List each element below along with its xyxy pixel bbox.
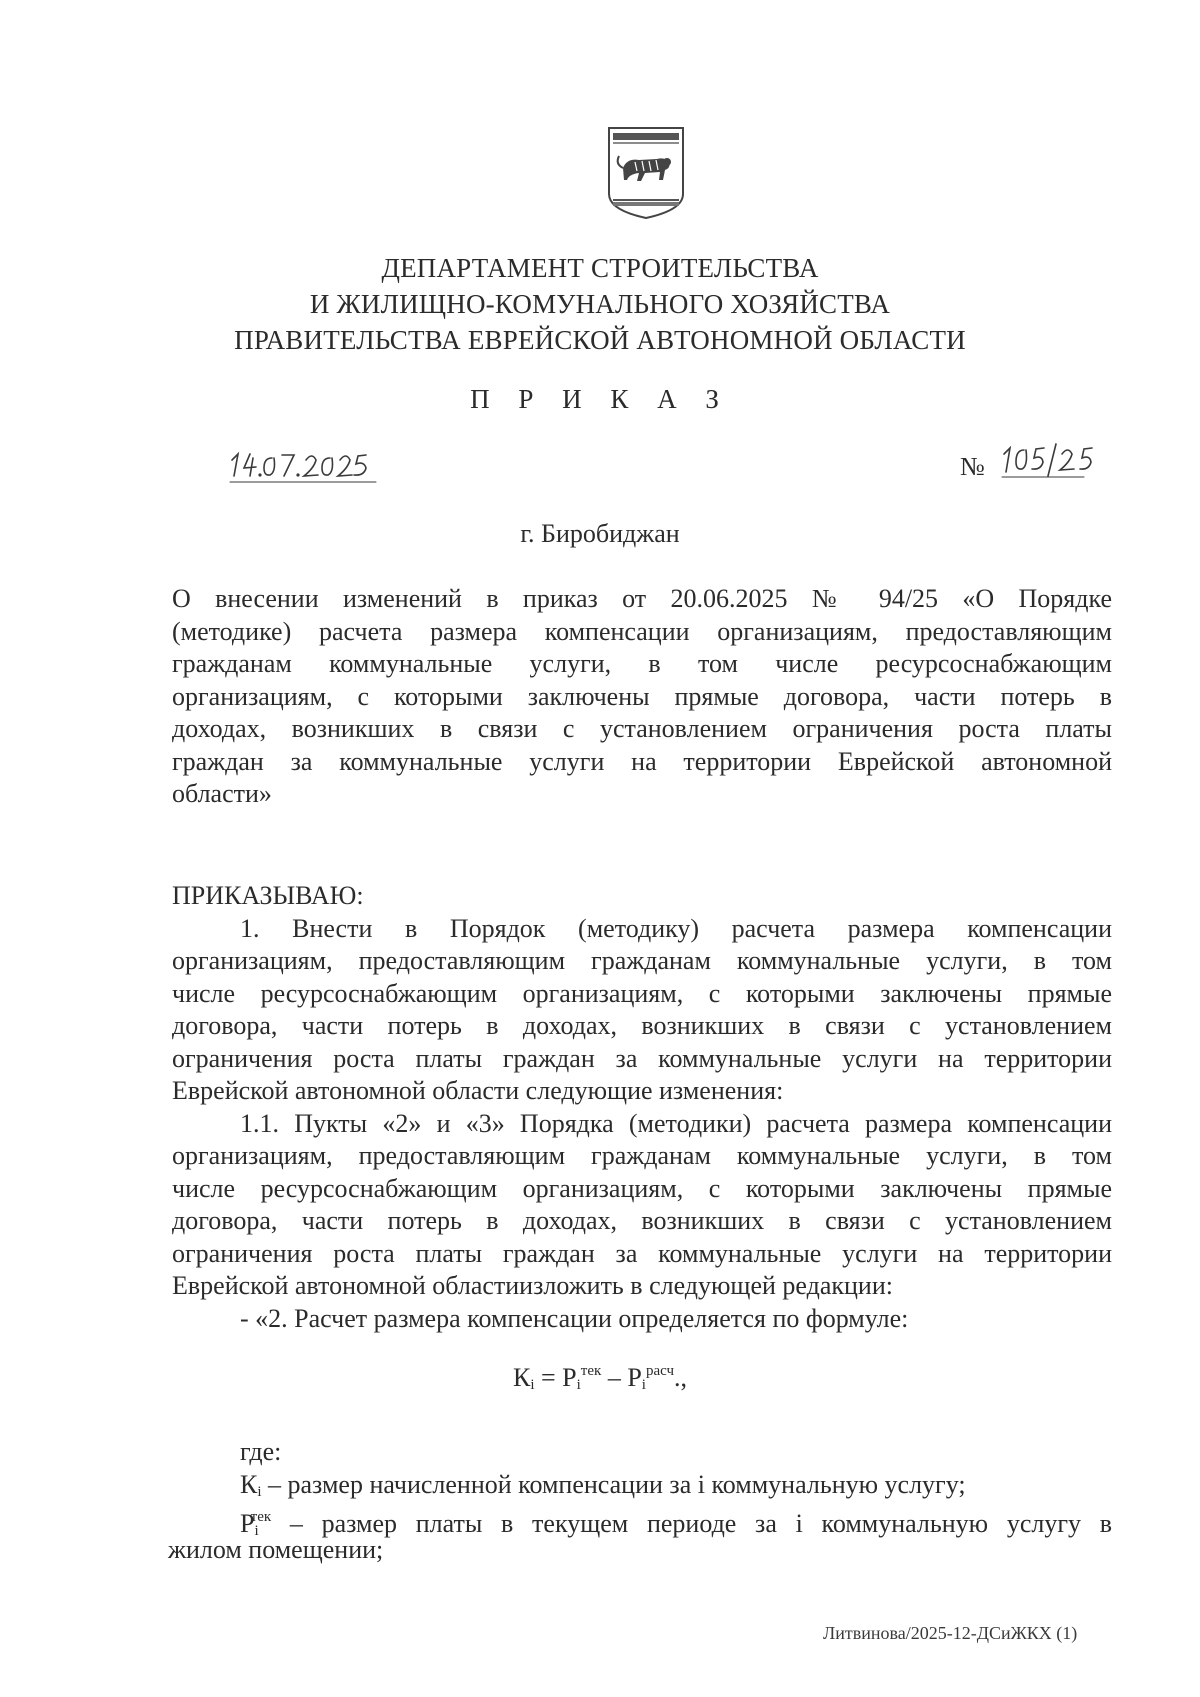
order-word: ПРИКАЗЫВАЮ: [172, 881, 364, 910]
formula-sub-i: i [576, 1377, 581, 1393]
where-label: где: [240, 1437, 282, 1466]
handwritten-number [1000, 440, 1116, 482]
item1-line: Еврейской автономной области следующие изменения: [172, 1076, 784, 1105]
formula-p: Р [627, 1363, 642, 1392]
item1-line: договора, части потерь в доходах, возникших в связи с установлением [172, 1011, 1112, 1040]
formula-k: К [512, 1363, 531, 1392]
formula-sup-rasch: расч [645, 1363, 675, 1379]
header-line-1: ДЕПАРТАМЕНТ СТРОИТЕЛЬСТВА [381, 253, 819, 283]
formula-minus: – [601, 1363, 628, 1392]
document-footer: Литвинова/2025-12-ДСиЖКХ (1) [823, 1623, 1078, 1643]
subject-line: (методике) расчета размера компенсации организациям, предоставляющим [172, 617, 1112, 646]
formula-p: Р [562, 1363, 577, 1392]
subject-line: О внесении изменений в приказ от 20.06.2025 № 94/25 «О Порядке [172, 584, 1112, 613]
definition-sup: тек [250, 1509, 272, 1525]
item1-1-line: Еврейской автономной областиизложить в следующей редакции: [172, 1271, 893, 1300]
definition-sub: i [254, 1523, 259, 1539]
subject-line: гражданам коммунальные услуги, в том числе ресурсоснабжающим [172, 649, 1112, 678]
header-line-2: И ЖИЛИЩНО-КОМУНАЛЬНОГО ХОЗЯЙСТВА [309, 289, 891, 319]
city-name: г. Биробиджан [520, 519, 680, 548]
item1-1-line: договора, части потерь в доходах, возникших в связи с установлением [172, 1206, 1112, 1235]
item1-1-line: организациям, предоставляющим гражданам коммунальные услуги, в том [172, 1141, 1112, 1170]
item1-1-line: числе ресурсоснабжающим организациям, с которыми заключены прямые [172, 1174, 1112, 1203]
document-title: П Р И К А З [470, 384, 730, 414]
header-line-3: ПРАВИТЕЛЬСТВА ЕВРЕЙСКОЙ АВТОНОМНОЙ ОБЛАСТИ [234, 325, 966, 355]
item1-line: 1. Внести в Порядок (методику) расчета размера компенсации [240, 914, 1112, 943]
number-sign: № [960, 452, 985, 481]
item1-line: организациям, предоставляющим гражданам коммунальные услуги, в том [172, 946, 1112, 975]
compensation-formula [0, 1363, 1200, 1394]
coat-of-arms-emblem [605, 124, 687, 220]
definition-symbol: К [240, 1470, 258, 1499]
definition-text: – размер платы в текущем периоде за i коммунальную услугу в [271, 1509, 1112, 1538]
subject-line: области» [172, 779, 272, 808]
item2-intro: - «2. Расчет размера компенсации определяется по формуле: [240, 1304, 909, 1333]
formula-sub-i: i [641, 1377, 646, 1393]
formula-tail: ., [674, 1363, 688, 1392]
subject-line: граждан за коммунальные услуги на территории Еврейской автономной [172, 747, 1112, 776]
item1-line: числе ресурсоснабжающим организациям, с которыми заключены прямые [172, 979, 1112, 1008]
formula-sub-i: i [530, 1377, 535, 1393]
formula-sup-tek: тек [580, 1363, 602, 1379]
definition-sub: i [257, 1484, 262, 1500]
department-header [0, 250, 1200, 358]
definition-p-continuation: жилом помещении; [168, 1535, 384, 1564]
formula-equals: = [534, 1363, 563, 1392]
subject-line: доходах, возникших в связи с установлением ограничения роста платы [172, 714, 1112, 743]
item1-1-line: 1.1. Пукты «2» и «3» Порядка (методики) расчета размера компенсации [240, 1109, 1112, 1138]
subject-line: организациям, с которыми заключены прямые договора, части потерь в [172, 682, 1112, 711]
item1-1-line: ограничения роста платы граждан за коммунальные услуги на территории [172, 1239, 1112, 1268]
item1-line: ограничения роста платы граждан за коммунальные услуги на территории [172, 1044, 1112, 1073]
definition-text: – размер начисленной компенсации за i коммунальную услугу; [261, 1470, 966, 1499]
handwritten-date [226, 446, 394, 486]
definition-symbol: Р [240, 1509, 255, 1538]
